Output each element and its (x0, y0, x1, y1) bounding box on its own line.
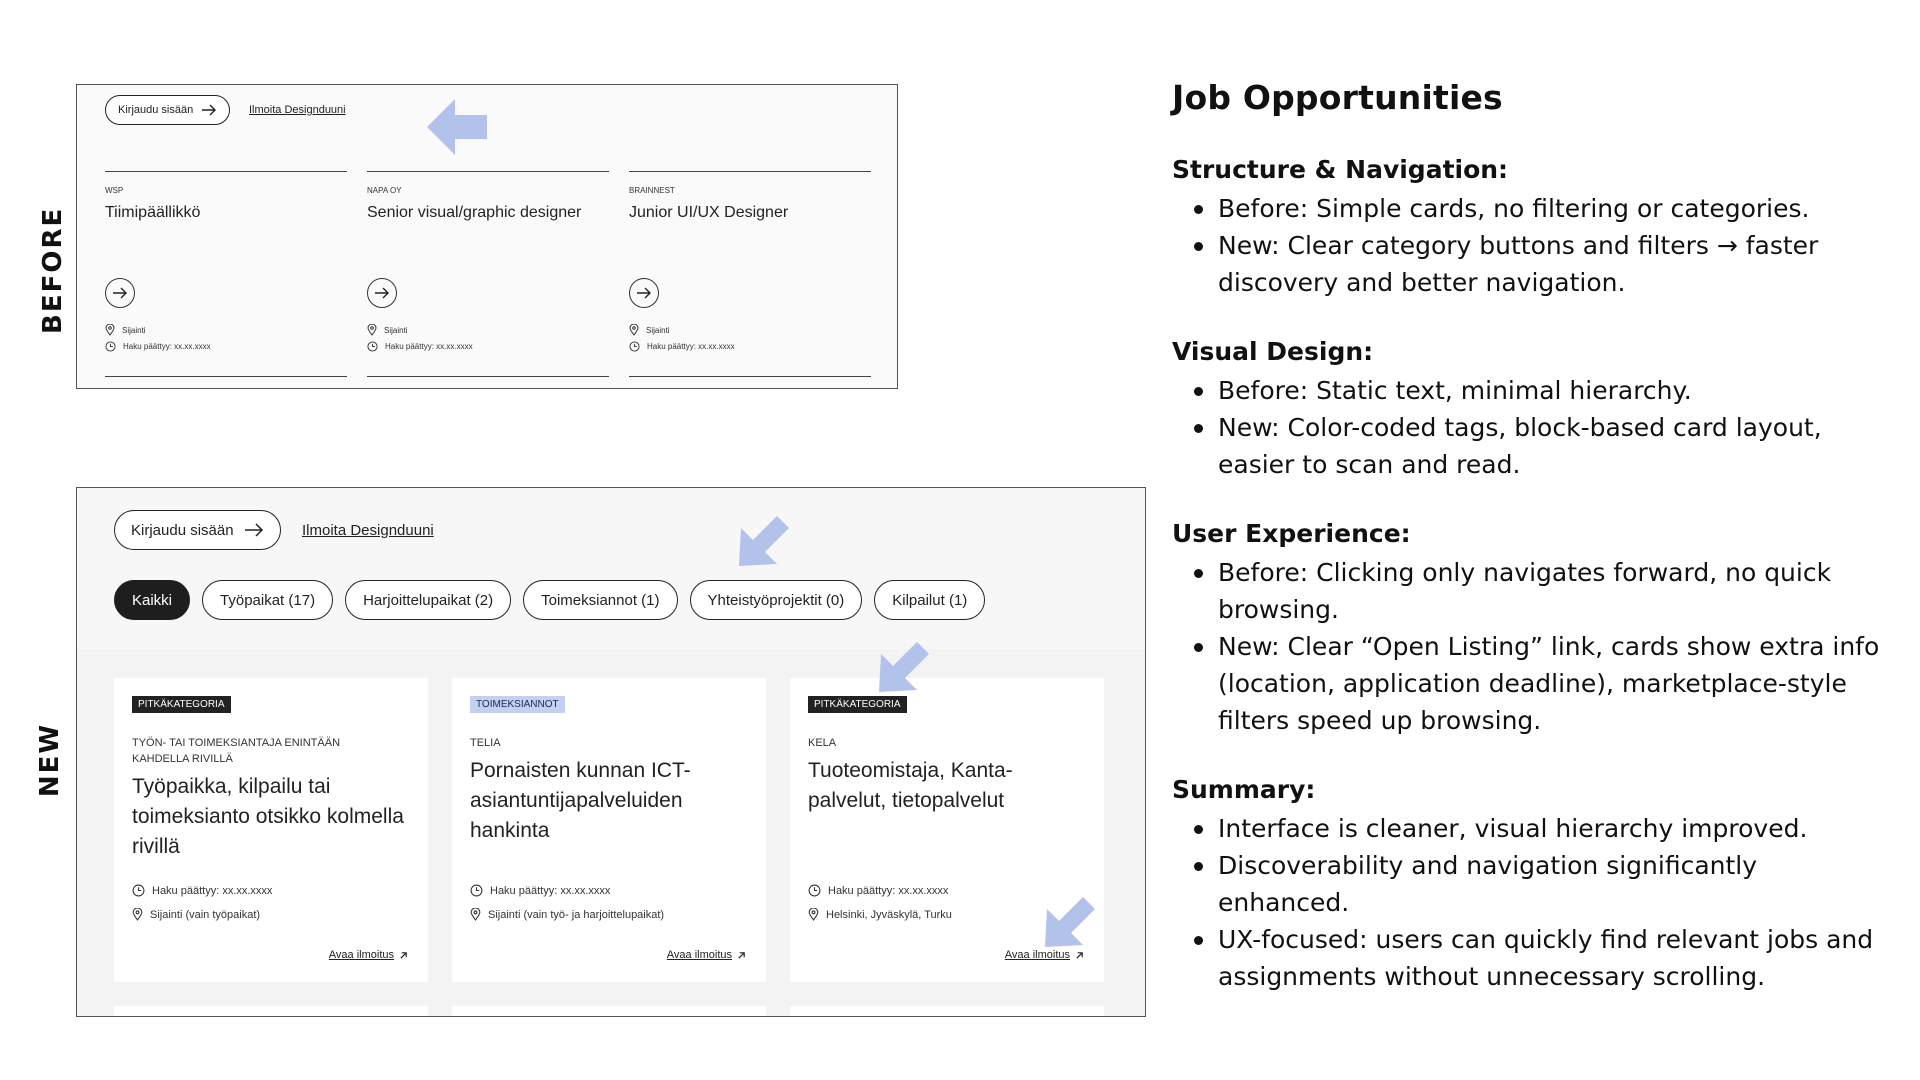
bullet-point: Before: Clicking only navigates forward, no quick browsing. (1172, 554, 1892, 628)
before-label: BEFORE (38, 206, 68, 334)
bullet-point: Interface is cleaner, visual hierarchy improved. (1172, 810, 1892, 847)
bullet-point: Before: Static text, minimal hierarchy. (1172, 372, 1892, 409)
login-label: Kirjaudu sisään (131, 521, 234, 539)
bullet-point: Discoverability and navigation significantly enhanced. (1172, 847, 1892, 921)
job-title: Työpaikka, kilpailu tai toimeksianto otsikko kolmella rivillä (132, 775, 404, 858)
company-name: WSP (105, 186, 124, 195)
deadline-row (808, 884, 948, 897)
company-name: TELIA (470, 737, 501, 749)
deadline-row (470, 884, 610, 897)
open-listing-label: Avaa ilmoitus (328, 949, 394, 961)
deadline-row (132, 884, 272, 897)
arrow-right-icon (374, 287, 390, 299)
deadline-text: Haku päättyy: xx.xx.xxxx (828, 884, 949, 897)
job-card-partial (790, 1006, 1104, 1017)
location-pin-icon (132, 908, 143, 921)
open-arrow-button[interactable] (367, 278, 397, 308)
location-pin-icon (808, 908, 819, 921)
deadline-text: Haku päättyy: xx.xx.xxxx (490, 884, 611, 897)
location-text: Sijainti (646, 325, 670, 335)
filter-chip-jobs[interactable]: Työpaikat (17) (202, 580, 333, 620)
location-row (470, 908, 664, 921)
hint-arrow-left-icon (427, 99, 489, 155)
section-structure (1172, 155, 1892, 301)
job-title: Tiimipäällikkö (105, 204, 201, 221)
filter-chip-assignments[interactable]: Toimeksiannot (1) (523, 580, 677, 620)
login-label: Kirjaudu sisään (118, 104, 194, 116)
bullet-point: UX-focused: users can quickly find relevant jobs and assignments without unnecessary scrolling. (1172, 921, 1892, 995)
location-text: Sijainti (vain työpaikat) (150, 908, 261, 921)
report-job-link[interactable]: Ilmoita Designduuni (302, 522, 434, 539)
new-label: NEW (35, 722, 65, 798)
open-listing-link[interactable] (1005, 949, 1084, 961)
category-tag: PITKÄKATEGORIA (132, 696, 231, 713)
clock-icon (367, 341, 378, 352)
external-arrow-icon (737, 951, 746, 960)
job-title: Junior UI/UX Designer (629, 204, 789, 221)
location-pin-icon (629, 324, 639, 336)
report-job-link[interactable]: Ilmoita Designduuni (249, 104, 346, 116)
location-pin-icon (470, 908, 481, 921)
section-heading: User Experience: (1172, 519, 1411, 548)
external-arrow-icon (399, 951, 408, 960)
clock-icon (629, 341, 640, 352)
location-pin-icon (367, 324, 377, 336)
location-row (808, 908, 952, 921)
clock-icon (470, 884, 483, 897)
filter-chip-projects[interactable]: Yhteistyöprojektit (0) (690, 580, 863, 620)
deadline-text: Haku päättyy: xx.xx.xxxx (123, 342, 211, 351)
deadline-row (105, 341, 211, 352)
job-title: Senior visual/graphic designer (367, 204, 582, 221)
location-row (105, 324, 146, 336)
section-visual-design (1172, 337, 1892, 483)
filter-chip-all[interactable]: Kaikki (114, 580, 190, 620)
bullet-point: New: Clear “Open Listing” link, cards show extra info (location, application deadline), marketplace-style filters speed up browsing. (1172, 628, 1892, 739)
open-listing-link[interactable] (667, 949, 746, 961)
new-screenshot (76, 487, 1146, 1017)
deadline-row (367, 341, 473, 352)
open-listing-label: Avaa ilmoitus (666, 949, 732, 961)
deadline-text: Haku päättyy: xx.xx.xxxx (385, 342, 473, 351)
job-card[interactable] (629, 171, 871, 377)
category-filters (114, 580, 985, 620)
section-heading: Visual Design: (1172, 337, 1374, 366)
location-row (629, 324, 670, 336)
deadline-text: Haku päättyy: xx.xx.xxxx (152, 884, 273, 897)
company-name: TYÖN- TAI TOIMEKSIANTAJA ENINTÄÄN KAHDELLA RIVILLÄ (132, 737, 341, 765)
section-heading: Structure & Navigation: (1172, 155, 1509, 184)
location-text: Sijainti (vain työ- ja harjoittelupaikat) (488, 908, 665, 921)
summary-title: Job Opportunities (1172, 78, 1503, 117)
hint-arrow-down-left-icon (1043, 893, 1099, 949)
company-name: KELA (808, 737, 837, 749)
category-tag: PITKÄKATEGORIA (808, 696, 907, 713)
bullet-point: New: Color-coded tags, block-based card layout, easier to scan and read. (1172, 409, 1892, 483)
bullet-point: Before: Simple cards, no filtering or categories. (1172, 190, 1892, 227)
arrow-right-icon (636, 287, 652, 299)
deadline-row (629, 341, 735, 352)
job-card-partial (114, 1006, 428, 1017)
login-button[interactable] (105, 95, 230, 125)
location-text: Sijainti (384, 325, 408, 335)
company-name: BRAINNEST (629, 186, 675, 195)
clock-icon (105, 341, 116, 352)
job-title: Pornaisten kunnan ICT-asiantuntijapalveluiden hankinta (470, 759, 691, 842)
before-screenshot (76, 84, 898, 389)
category-tag: TOIMEKSIANNOT (470, 696, 565, 713)
clock-icon (132, 884, 145, 897)
job-card[interactable] (452, 678, 766, 982)
section-user-experience (1172, 519, 1892, 739)
clock-icon (808, 884, 821, 897)
location-text: Helsinki, Jyväskylä, Turku (826, 908, 952, 921)
external-arrow-icon (1075, 951, 1084, 960)
arrow-right-icon (201, 104, 217, 116)
location-text: Sijainti (122, 325, 146, 335)
job-card[interactable] (114, 678, 428, 982)
location-row (132, 908, 260, 921)
job-title: Tuoteomistaja, Kanta-palvelut, tietopalvelut (808, 759, 1013, 812)
summary-panel (1172, 78, 1892, 1031)
open-listing-label: Avaa ilmoitus (1004, 949, 1070, 961)
filter-chip-competitions[interactable]: Kilpailut (1) (874, 580, 985, 620)
deadline-text: Haku päättyy: xx.xx.xxxx (647, 342, 735, 351)
hint-arrow-down-left-icon (737, 512, 793, 568)
open-listing-link[interactable] (329, 949, 408, 961)
section-heading: Summary: (1172, 775, 1316, 804)
section-summary (1172, 775, 1892, 995)
job-card[interactable] (367, 171, 609, 377)
company-name: NAPA OY (367, 186, 402, 195)
arrow-right-icon (112, 287, 128, 299)
bullet-point: New: Clear category buttons and filters → faster discovery and better navigation. (1172, 227, 1892, 301)
hint-arrow-down-left-icon (877, 638, 933, 694)
arrow-right-icon (244, 523, 264, 537)
job-card-partial (452, 1006, 766, 1017)
open-arrow-button[interactable] (629, 278, 659, 308)
location-pin-icon (105, 324, 115, 336)
location-row (367, 324, 408, 336)
job-card[interactable] (105, 171, 347, 377)
open-arrow-button[interactable] (105, 278, 135, 308)
filter-chip-internships[interactable]: Harjoittelupaikat (2) (345, 580, 511, 620)
login-button[interactable] (114, 510, 281, 550)
